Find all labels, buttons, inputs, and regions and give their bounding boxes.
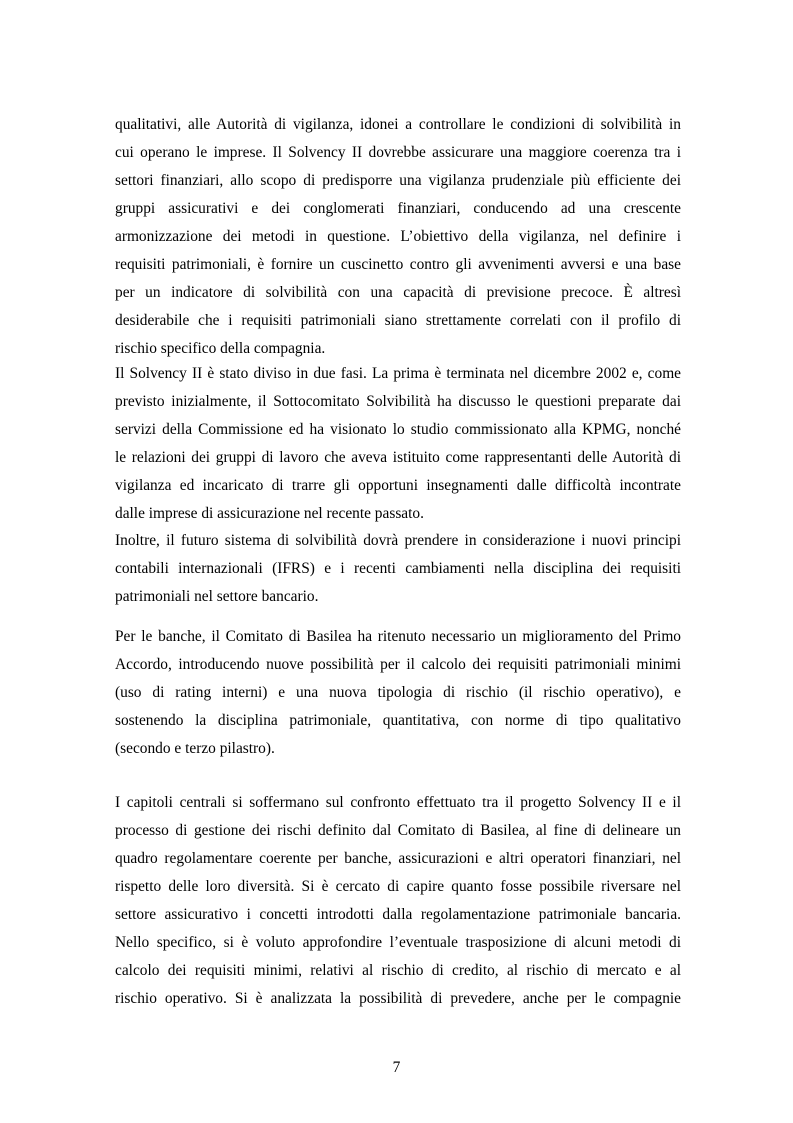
paragraph-future-solvency-system xyxy=(115,527,681,611)
text-line: processo di gestione dei rischi definito dal Comitato di Basilea, al fine di delineare un xyxy=(115,822,681,839)
text-line: le relazioni dei gruppi di lavoro che aveva istituito come rappresentanti delle Autorità di xyxy=(115,449,681,466)
text-line: Il Solvency II è stato diviso in due fasi. La prima è terminata nel dicembre 2002 e, come xyxy=(115,365,681,382)
text-line: (secondo e terzo pilastro). xyxy=(115,740,275,757)
text-line: I capitoli centrali si soffermano sul confronto effettuato tra il progetto Solvency II e il xyxy=(115,794,681,811)
text-line: (uso di rating interni) e una nuova tipologia di rischio (il rischio operativo), e xyxy=(115,684,681,701)
text-line: gruppi assicurativi e dei conglomerati finanziari, conducendo ad una crescente xyxy=(115,200,681,217)
text-line: calcolo dei requisiti minimi, relativi al rischio di credito, al rischio di mercato e al xyxy=(115,962,681,979)
text-line: settore assicurativo i concetti introdotti dalla regolamentazione patrimoniale bancaria. xyxy=(115,906,681,923)
paragraph-solvency-ii-objectives xyxy=(115,111,681,363)
text-line: rischio operativo. Si è analizzata la possibilità di prevedere, anche per le compagnie xyxy=(115,990,681,1007)
page-number: 7 xyxy=(392,1059,401,1076)
text-line: Inoltre, il futuro sistema di solvibilità dovrà prendere in considerazione i nuovi principi xyxy=(115,532,681,549)
text-line: dalle imprese di assicurazione nel recente passato. xyxy=(115,505,424,522)
paragraph-basel-committee xyxy=(115,623,681,763)
text-line: servizi della Commissione ed ha visionato lo studio commissionato alla KPMG, nonché xyxy=(115,421,681,438)
text-line: previsto inizialmente, il Sottocomitato Solvibilità ha discusso le questioni preparate dai xyxy=(115,393,681,410)
text-line: Per le banche, il Comitato di Basilea ha ritenuto necessario un miglioramento del Primo xyxy=(115,628,681,645)
text-line: per un indicatore di solvibilità con una capacità di previsione precoce. È altresì xyxy=(115,284,681,301)
paragraph-central-chapters xyxy=(115,789,681,1013)
paragraph-solvency-ii-phases xyxy=(115,360,681,528)
text-line: cui operano le imprese. Il Solvency II dovrebbe assicurare una maggiore coerenza tra i xyxy=(115,144,681,161)
text-line: sostenendo la disciplina patrimoniale, quantitativa, con norme di tipo qualitativo xyxy=(115,712,681,729)
text-line: rischio specifico della compagnia. xyxy=(115,340,326,357)
text-line: patrimoniali nel settore bancario. xyxy=(115,588,319,605)
text-line: settori finanziari, allo scopo di predisporre una vigilanza prudenziale più efficiente dei xyxy=(115,172,681,189)
text-line: armonizzazione dei metodi in questione. L’obiettivo della vigilanza, nel definire i xyxy=(115,228,681,245)
text-line: qualitativi, alle Autorità di vigilanza, idonei a controllare le condizioni di solvibilità in xyxy=(115,116,681,133)
text-line: quadro regolamentare coerente per banche, assicurazioni e altri operatori finanziari, nel xyxy=(115,850,681,867)
text-line: Nello specifico, si è voluto approfondire l’eventuale trasposizione di alcuni metodi di xyxy=(115,934,681,951)
text-line: rispetto delle loro diversità. Si è cercato di capire quanto fosse possibile riversare nel xyxy=(115,878,681,895)
text-line: requisiti patrimoniali, è fornire un cuscinetto contro gli avvenimenti avversi e una base xyxy=(115,256,681,273)
text-line: contabili internazionali (IFRS) e i recenti cambiamenti nella disciplina dei requisiti xyxy=(115,560,681,577)
text-line: desiderabile che i requisiti patrimoniali siano strettamente correlati con il profilo di xyxy=(115,312,681,329)
text-line: vigilanza ed incaricato di trarre gli opportuni insegnamenti dalle difficoltà incontrate xyxy=(115,477,681,494)
text-line: Accordo, introducendo nuove possibilità per il calcolo dei requisiti patrimoniali minimi xyxy=(115,656,681,673)
